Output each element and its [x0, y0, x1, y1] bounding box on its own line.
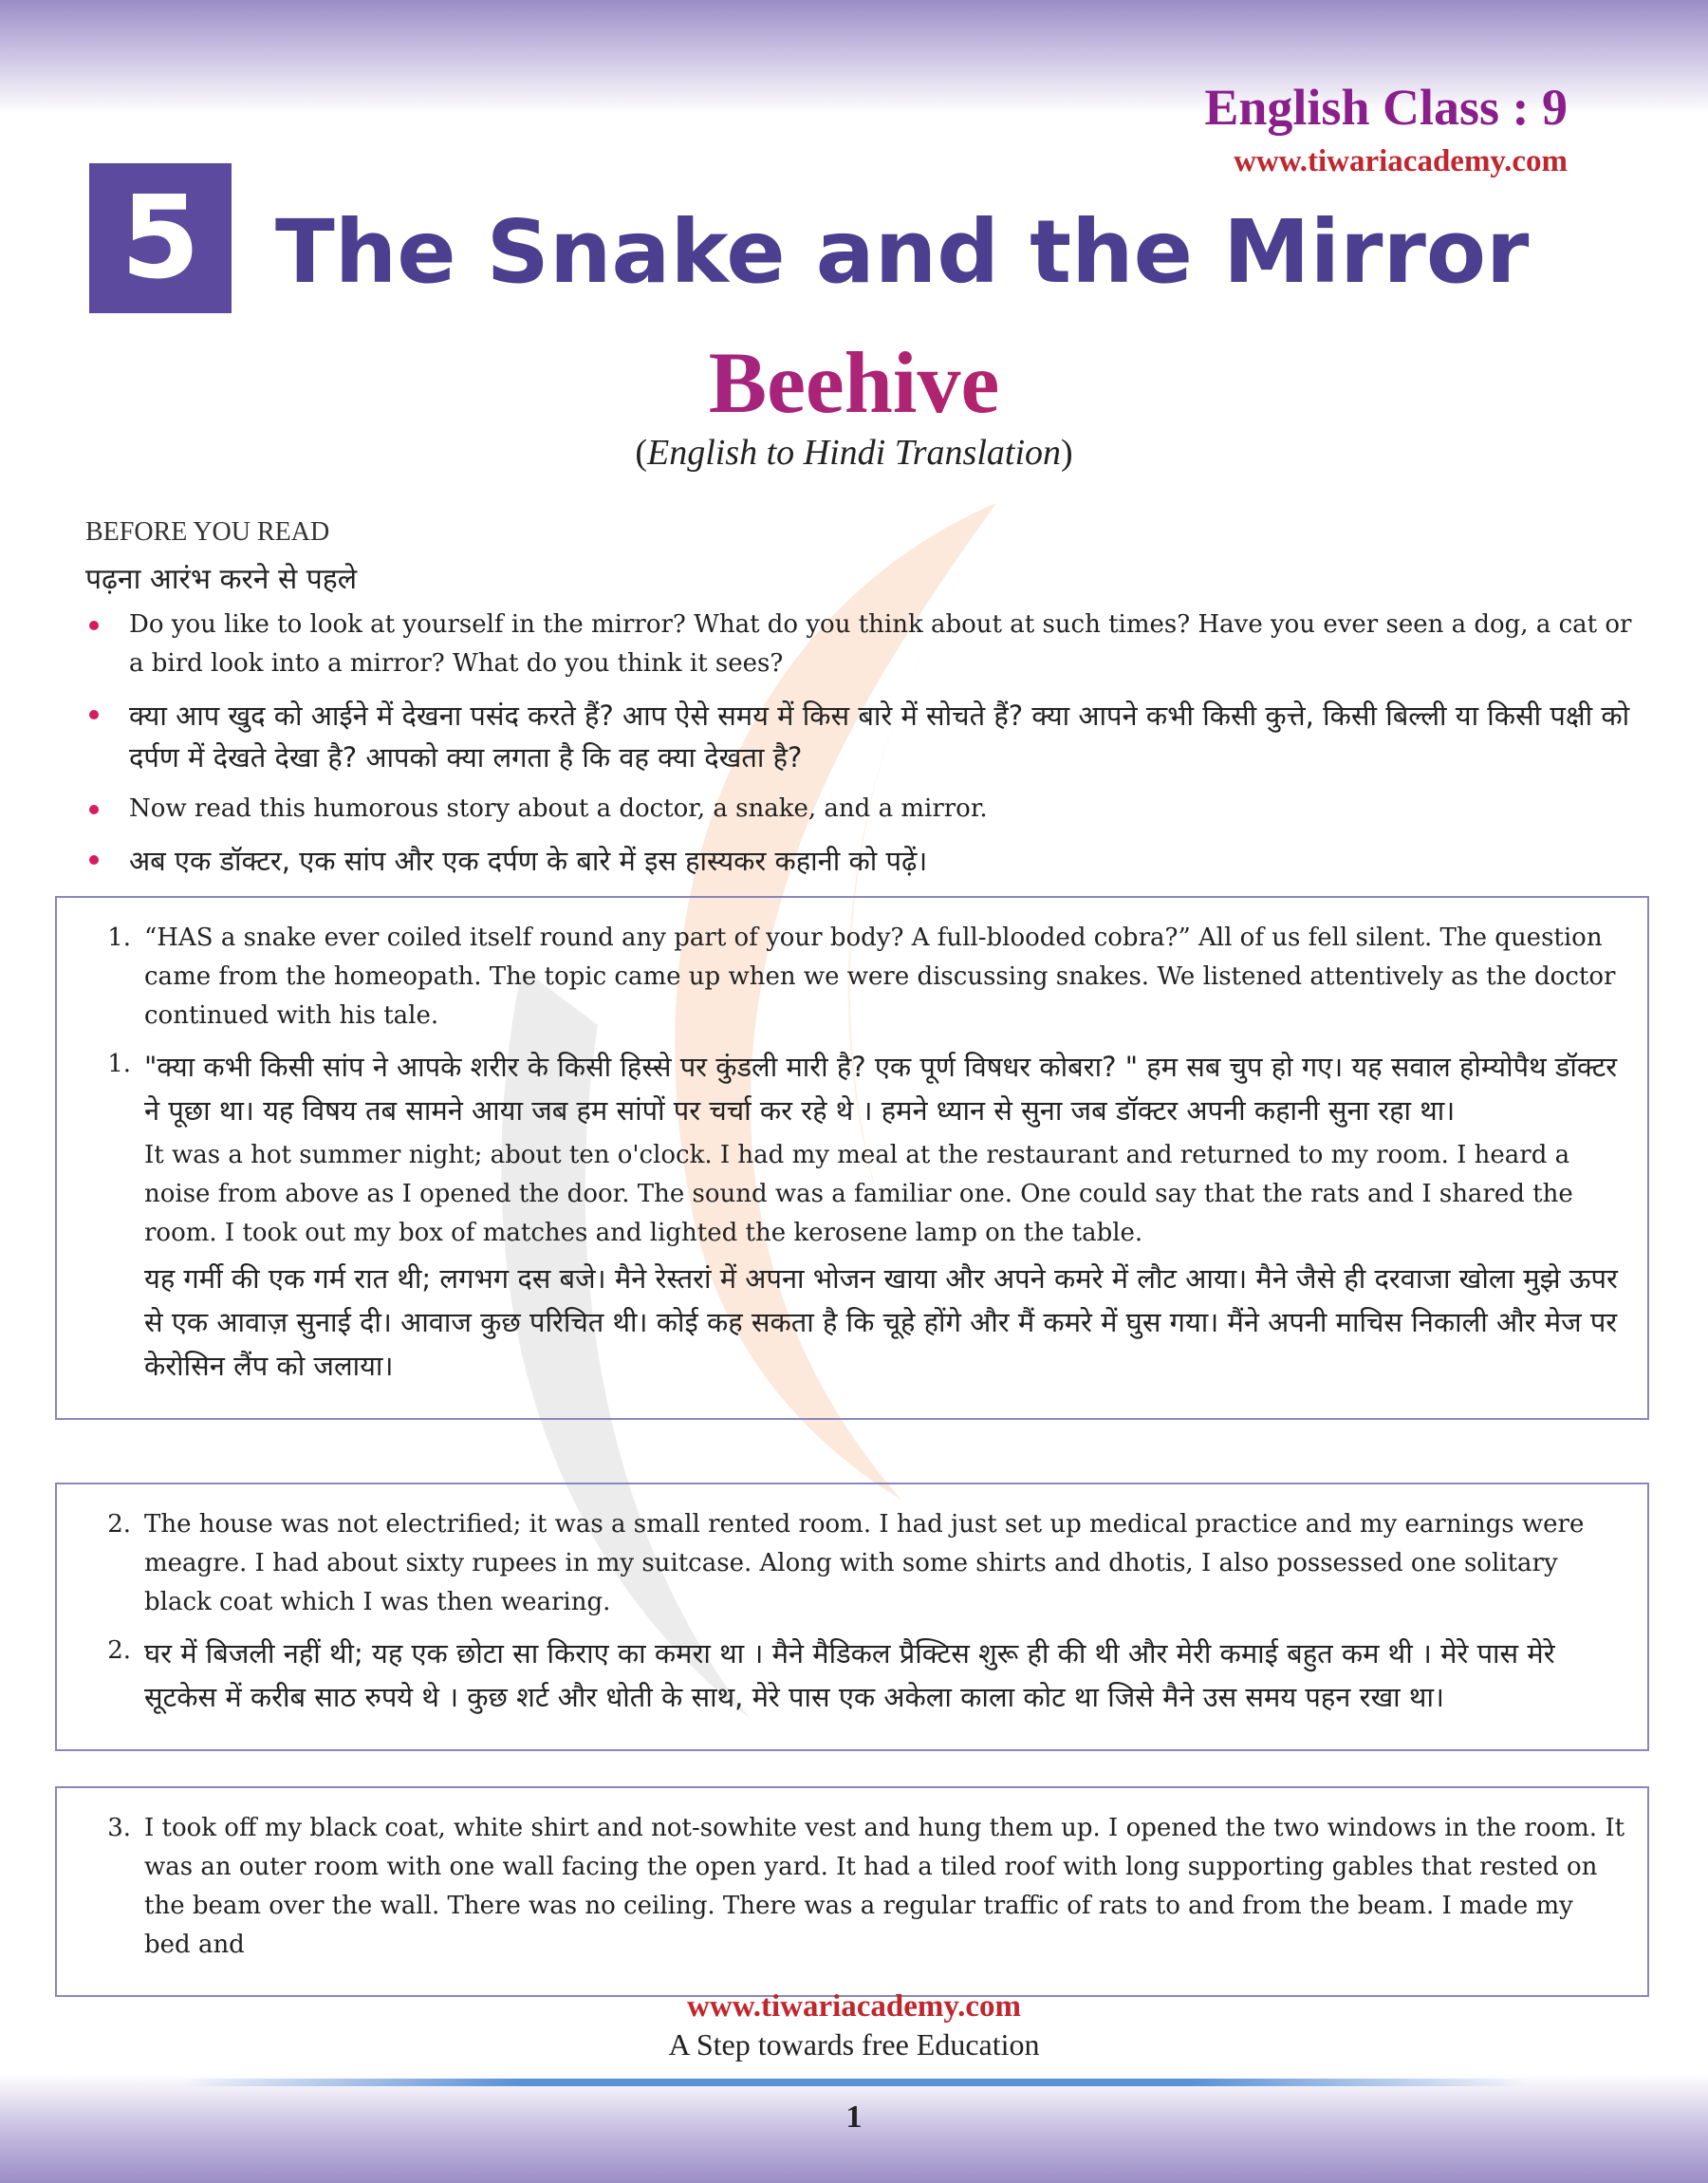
english-paragraph: The house was not electrified; it was a small rented room. I had just set up medical practice and my earnings were meagre. I had about sixty rupees in my suitcase. Along with some shirts and dhotis, I also possessed one solitary black coat which I was then wearing. [144, 1510, 1585, 1616]
paragraph-number: 1. [107, 1050, 131, 1078]
chapter-title: The Snake and the Mirror [275, 201, 1530, 303]
hindi-paragraph: घर में बिजली नहीं थी; यह एक छोटा सा किराए का कमरा था । मैने मैडिकल प्रैक्टिस शुरू ही की थी और मेरी कमाई बहुत कम थी । मेरे पास मेरे सूटकेस में करीब साठ रुपये थे । कुछ शर्ट और धोती के साथ, मेरे पास एक अकेला काला कोट था जिसे मैने उस समय पहन रखा था। [144, 1637, 1555, 1713]
subtitle-text: English to Hindi Translation [646, 433, 1062, 473]
paragraph-box-3 [55, 1786, 1649, 1997]
footer-website-link[interactable]: www.tiwariacademy.com [687, 1989, 1021, 2024]
footer-tagline: A Step towards free Education [668, 2027, 1040, 2062]
class-label: English Class : 9 [1204, 79, 1568, 136]
paragraph-number: 2. [107, 1636, 131, 1665]
subtitle: (English to Hindi Translation) [635, 433, 1073, 473]
list-item: Now read this humorous story about a doctor, a snake, and a mirror. [85, 790, 1632, 829]
paragraph-row [57, 1809, 1626, 1968]
list-item: अब एक डॉक्टर, एक सांप और एक दर्पण के बारे में इस हास्यकर कहानी को पढ़ें। [85, 840, 1632, 882]
book-name: Beehive [0, 332, 1708, 433]
header-website-link[interactable]: www.tiwariacademy.com [1234, 144, 1568, 178]
english-paragraph: “HAS a snake ever coiled itself round any part of your body? A full-blooded cobra?” All of us fell silent. The question came from the homeopath. The topic came up when we were discussing snakes. We listened attentively as the doctor continued with his tale. [144, 924, 1616, 1030]
before-you-read-heading-hindi: पढ़ना आरंभ करने से पहले [85, 563, 358, 596]
before-you-read-heading: BEFORE YOU READ [85, 517, 330, 547]
paragraph-row [57, 1505, 1626, 1626]
paragraph-row [57, 1045, 1626, 1391]
paragraph-number: 3. [107, 1814, 131, 1842]
paragraph-number: 1. [107, 924, 131, 952]
page-number: 1 [845, 2099, 863, 2135]
hindi-paragraph: यह गर्मी की एक गर्म रात थी; लगभग दस बजे। मैने रेस्तरां में अपना भोजन खाया और अपने कमरे में लौट आया। मैने जैसे ही दरवाजा खोला मुझे ऊपर से एक आवाज़ सुनाई दी। आवाज कुछ परिचित थी। कोई कह सकता है कि चूहे होंगे और मैं कमरे में घुस गया। मैंने अपनी माचिस निकाली और मेज पर केरोसिन लैंप को जलाया। [144, 1262, 1618, 1382]
english-paragraph: It was a hot summer night; about ten o'clock. I had my meal at the restaurant and returned to my room. I heard a noise from above as I opened the door. The sound was a familiar one. One could say that the rats and I shared the room. I took out my box of matches and lighted the kerosene lamp on the table. [144, 1141, 1573, 1247]
list-item: Do you like to look at yourself in the mirror? What do you think about at such times? Have you ever seen a dog, a cat or a bird look into a mirror? What do you think it sees? [85, 606, 1632, 683]
list-item: क्या आप खुद को आईने में देखना पसंद करते हैं? आप ऐसे समय में किस बारे में सोचते हैं? क्या आपने कभी किसी कुत्ते, किसी बिल्ली या किसी पक्षी को दर्पण में देखते देखा है? आपको क्या लगता है कि वह क्या देखता है? [85, 695, 1632, 778]
chapter-number-badge: 5 [89, 163, 232, 313]
hindi-paragraph: "क्या कभी किसी सांप ने आपके शरीर के किसी हिस्से पर कुंडली मारी है? एक पूर्ण विषधर कोबरा? " हम सब चुप हो गए। यह सवाल होम्योपैथ डॉक्टर ने पूछा था। यह विषय तब सामने आया जब हम सांपों पर चर्चा कर रहे थे । हमने ध्यान से सुना जब डॉक्टर अपनी कहानी सुना रहा था। [144, 1051, 1618, 1127]
paragraph-number: 2. [107, 1510, 131, 1539]
paragraph-row [57, 919, 1626, 1039]
paragraph-box-1 [55, 896, 1649, 1420]
before-you-read-list [85, 606, 1632, 893]
english-paragraph: I took off my black coat, white shirt and not-sowhite vest and hung them up. I opened the two windows in the room. It was an outer room with one wall facing the open yard. It had a tiled roof with long supporting gables that rested on the beam over the wall. There was no ceiling. There was a regular traffic of rats to and from the beam. I made my bed and [144, 1814, 1625, 1959]
paragraph-row [57, 1632, 1626, 1723]
footer-divider [180, 2079, 1528, 2086]
paragraph-box-2 [55, 1483, 1649, 1751]
